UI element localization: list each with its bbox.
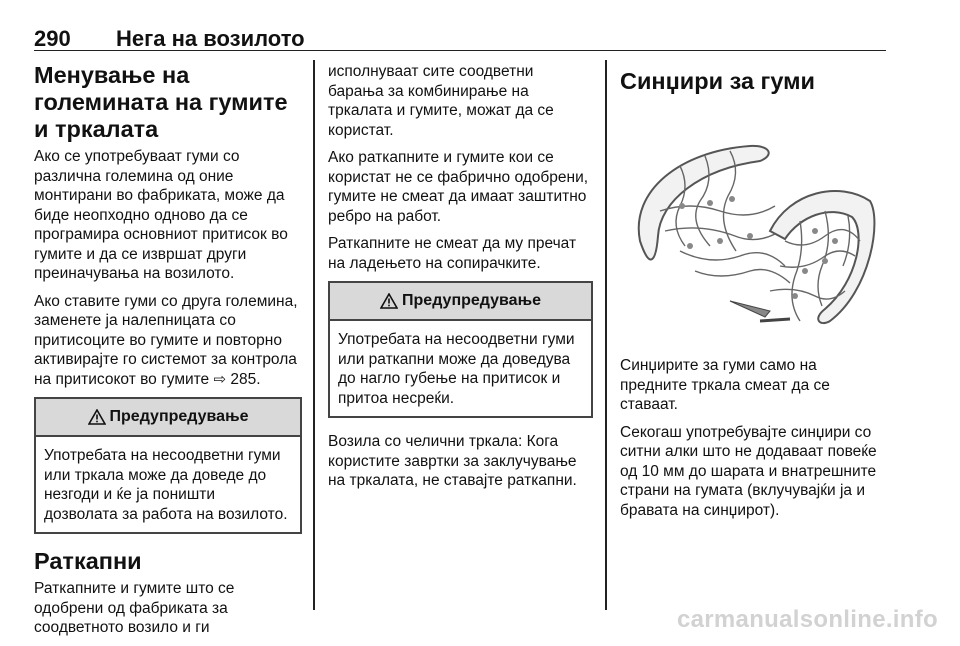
column-3 (620, 62, 888, 528)
warning-box (328, 281, 593, 418)
column-2 (328, 62, 593, 499)
header-title: Нега на возилото (116, 26, 305, 51)
section-heading-snow-chains: Синџири за гуми (620, 68, 815, 94)
paragraph (34, 292, 302, 390)
page-reference-link[interactable]: 285. (230, 370, 261, 388)
paragraph: Синџирите за гуми само на предните тркала смеат да се ставаат. (620, 357, 830, 413)
warning-triangle-icon (380, 293, 398, 309)
snow-chains-illustration (620, 121, 888, 339)
warning-title: Предупредување (109, 408, 249, 425)
paragraph: Возила со челични тркала: Кога користите завртки за заклучување на тркалата, не ставајте раткапни. (328, 433, 577, 489)
section-heading-tire-size: Менување на големината на гумите и тркалата (34, 62, 288, 142)
warning-text: Употребата на несоодветни гуми или раткапни може да доведува до нагло губење на притисок и притоа несреќи. (338, 331, 575, 407)
warning-header (330, 283, 591, 321)
paragraph: Ако раткапните и гумите кои се користат не се фабрично одобрени, гумите не смеат да имаат заштитно ребро на работ. (328, 149, 589, 225)
page-header (34, 20, 886, 51)
warning-text: Употребата на несоодветни гуми или тркала може да доведе до незгоди и ќе ја поништи дозволата за работа на возилото. (44, 447, 288, 523)
paragraph: Секогаш употребувајте синџири со ситни алки што не додаваат повеќе од 10 мм до шарата и внатрешните страни на гумата (вклучувајќи ја и бравата на синџирот). (620, 423, 877, 519)
paragraph: Ако се употребуваат гуми со различна големина од оние монтирани во фабриката, може да биде неопходно одново да се програмира основниот притисок во гумите и да се извршат други преиначувања на возилото. (34, 148, 288, 282)
warning-triangle-icon (88, 409, 106, 425)
watermark: carmanualsonline.info (676, 606, 938, 633)
warning-header (36, 399, 300, 437)
warning-box (34, 397, 302, 534)
column-divider (313, 60, 315, 610)
page-number: 290 (34, 26, 71, 51)
column-1 (34, 62, 302, 646)
warning-title: Предупредување (402, 292, 541, 309)
paragraph: исполнуваат сите соодветни барања за комбинирање на тркалата и гумите, можат да се користат. (328, 63, 554, 139)
paragraph: Раткапните не смеат да му пречат на ладењето на сопирачките. (328, 235, 577, 272)
paragraph-text: Ако ставите гуми со друга големина, заменете ја налепницата со притисоците во гумите и повторно активирајте го системот за контрола на притисокот во гумите (34, 292, 298, 388)
arrow-ref-icon: ⇨ (213, 370, 227, 388)
paragraph: Раткапните и гумите што се одобрени од фабриката за соодветното возило и ги (34, 580, 235, 636)
section-heading-hubcaps: Раткапни (34, 548, 142, 574)
column-divider (605, 60, 607, 610)
